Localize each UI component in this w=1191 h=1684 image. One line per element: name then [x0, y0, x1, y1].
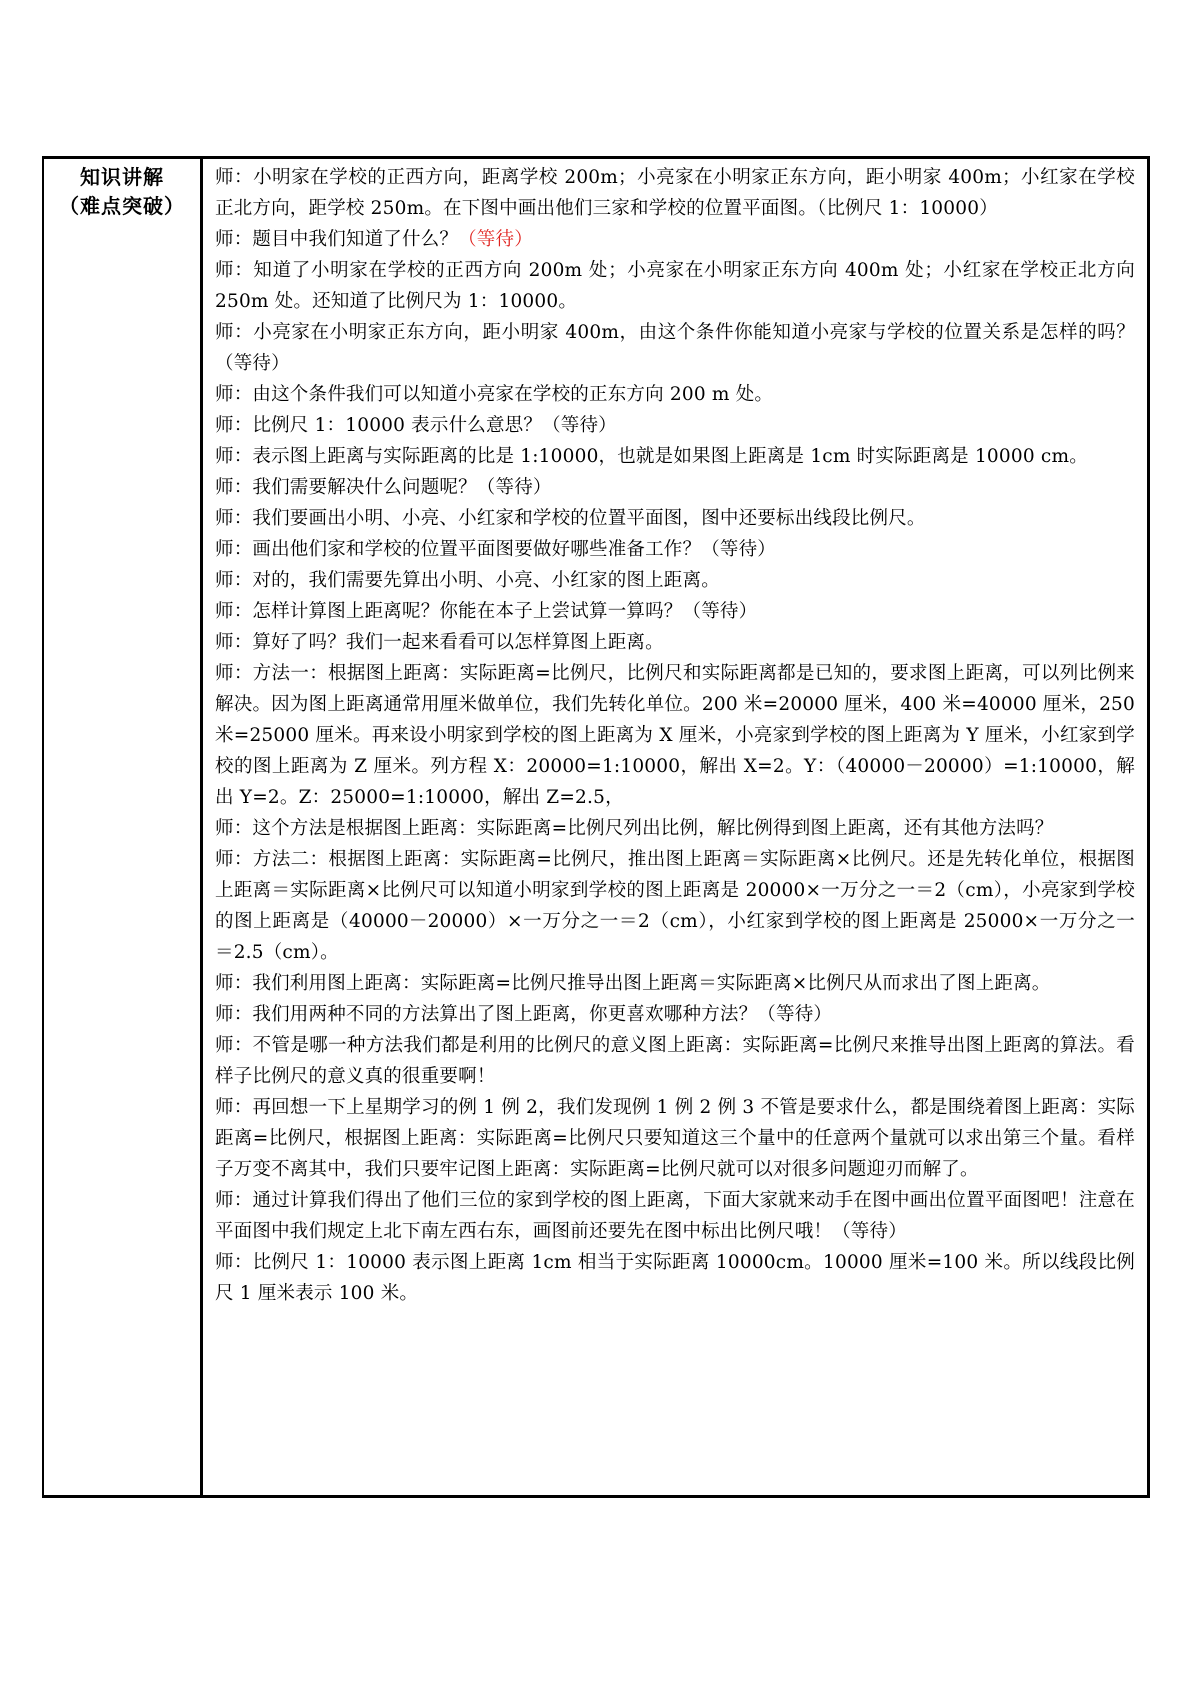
dialogue-paragraph: 师：我们要画出小明、小亮、小红家和学校的位置平面图，图中还要标出线段比例尺。 — [215, 508, 926, 529]
dialogue-paragraph: 师：小明家在学校的正西方向，距离学校 200m；小亮家在小明家正东方向，距小明家 400m；小红家在学校正北方向，距学校 250m。在下图中画出他们三家和学校的位置平面图。（比例尺 1：10000） — [215, 167, 1135, 219]
dialogue-paragraph: 师：比例尺 1：10000 表示图上距离 1cm 相当于实际距离 10000cm。10000 厘米=100 米。所以线段比例尺 1 厘米表示 100 米。 — [215, 1252, 1135, 1304]
dialogue-paragraph: 师：我们需要解决什么问题呢？（等待） — [215, 477, 552, 498]
dialogue-paragraph: 师：知道了小明家在学校的正西方向 200m 处；小亮家在小明家正东方向 400m 处；小红家在学校正北方向 250m 处。还知道了比例尺为 1：10000。 — [215, 260, 1135, 312]
dialogue-paragraph: 师：由这个条件我们可以知道小亮家在学校的正东方向 200 m 处。 — [215, 384, 774, 405]
dialogue-paragraph: 师：这个方法是根据图上距离：实际距离=比例尺列出比例，解比例得到图上距离，还有其他方法吗？ — [215, 818, 1054, 839]
dialogue-paragraph — [215, 224, 1135, 255]
section-label-line2: （难点突破） — [59, 194, 185, 218]
dialogue-paragraph: 师：我们用两种不同的方法算出了图上距离，你更喜欢哪种方法？（等待） — [215, 1004, 833, 1025]
section-label-cell — [43, 158, 202, 1497]
dialogue-paragraph: 师：通过计算我们得出了他们三位的家到学校的图上距离，下面大家就来动手在图中画出位置平面图吧！注意在平面图中我们规定上北下南左西右东，画图前还要先在图中标出比例尺哦！（等待） — [215, 1190, 1135, 1242]
section-label-line1: 知识讲解 — [80, 165, 164, 189]
dialogue-paragraph: 师：比例尺 1：10000 表示什么意思？（等待） — [215, 415, 617, 436]
teacher-dialogue-cell — [202, 158, 1149, 1497]
dialogue-paragraph: 师：算好了吗？我们一起来看看可以怎样算图上距离。 — [215, 632, 664, 653]
dialogue-paragraph: 师：表示图上距离与实际距离的比是 1:10000，也就是如果图上距离是 1cm 时实际距离是 10000 cm。 — [215, 446, 1088, 467]
lesson-table — [42, 156, 1150, 1498]
dialogue-paragraph: 师：怎样计算图上距离呢？你能在本子上尝试算一算吗？（等待） — [215, 601, 758, 622]
dialogue-paragraph: 师：方法二：根据图上距离：实际距离=比例尺，推出图上距离＝实际距离×比例尺。还是先转化单位，根据图上距离＝实际距离×比例尺可以知道小明家到学校的图上距离是 20000×一万分之一＝2（cm），小亮家到学校的图上距离是（40000－20000）×一万分之一＝2（cm），小红家到学校的图上距离是 25000×一万分之一＝2.5（cm）。 — [215, 849, 1135, 963]
dialogue-paragraph: 师：再回想一下上星期学习的例 1 例 2，我们发现例 1 例 2 例 3 不管是要求什么，都是围绕着图上距离：实际距离=比例尺，根据图上距离：实际距离=比例尺只要知道这三个量中的任意两个量就可以求出第三个量。看样子万变不离其中，我们只要牢记图上距离：实际距离=比例尺就可以对很多问题迎刃而解了。 — [215, 1097, 1135, 1180]
highlighted-waiting-note: （等待） — [458, 229, 533, 250]
dialogue-paragraph: 师：我们利用图上距离：实际距离=比例尺推导出图上距离＝实际距离×比例尺从而求出了图上距离。 — [215, 973, 1051, 994]
table-row — [43, 158, 1149, 1497]
dialogue-paragraph: 师：不管是哪一种方法我们都是利用的比例尺的意义图上距离：实际距离=比例尺来推导出图上距离的算法。看样子比例尺的意义真的很重要啊！ — [215, 1035, 1135, 1087]
dialogue-paragraph: 师：方法一：根据图上距离：实际距离=比例尺，比例尺和实际距离都是已知的，要求图上距离，可以列比例来解决。因为图上距离通常用厘米做单位，我们先转化单位。200 米=20000 厘米，400 米=40000 厘米，250 米=25000 厘米。再来设小明家到学校的图上距离为 X 厘米，小亮家到学校的图上距离为 Y 厘米，小红家到学校的图上距离为 Z 厘米。列方程 X：20000=1:10000，解出 X=2。Y：（40000－20000）=1:10000，解出 Y=2。Z：25000=1:10000，解出 Z=2.5， — [215, 663, 1135, 808]
dialogue-paragraphs — [215, 162, 1135, 1309]
dialogue-paragraph: 师：小亮家在小明家正东方向，距小明家 400m，由这个条件你能知道小亮家与学校的位置关系是怎样的吗？（等待） — [215, 322, 1135, 374]
dialogue-paragraph: 师：对的，我们需要先算出小明、小亮、小红家的图上距离。 — [215, 570, 720, 591]
dialogue-paragraph: 师：画出他们家和学校的位置平面图要做好哪些准备工作？（等待） — [215, 539, 777, 560]
dialogue-text: 师：题目中我们知道了什么？ — [215, 229, 459, 250]
